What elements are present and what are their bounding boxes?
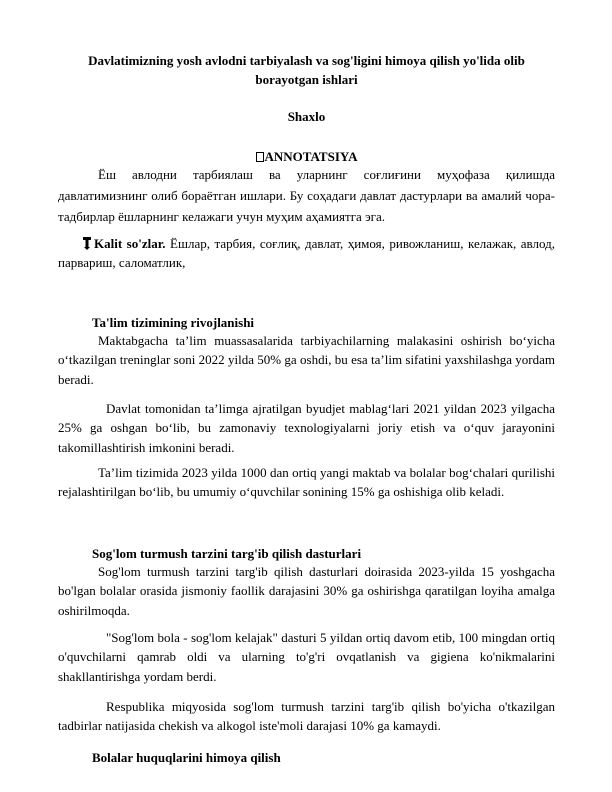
section-heading-education: Ta'lim tizimining rivojlanishi [92,315,255,330]
paragraph: Maktabgacha ta’lim muassasalarida tarbiyachilarning malakasini oshirish bo‘yicha o‘tkazilgan treninglar soni 2022 yilda 50% ga oshdi, bu esa ta’lim sifatini yaxshilashga yordam beradi. [58,333,555,387]
keywords-paragraph [58,234,555,272]
missing-glyph-icon [256,152,264,162]
section-heading-child-rights: Bolalar huquqlarini himoya qilish [92,750,281,765]
section-heading-healthy-lifestyle: Sog'lom turmush tarzini targ'ib qilish dasturlari [92,546,362,561]
keywords-text: Ёшлар, тарбия, соғлиқ, давлат, ҳимоя, ривожланиш, келажак, авлод, парвариш, саломатлик, [58,236,556,270]
keywords-label: Kalit so'zlar. [94,236,166,251]
paragraph: Respublika miqyosida sog'lom turmush tarzini targ'ib qilish bo'yicha o'tkazilgan tadbirlar natijasida chekish va alkogol iste'moli darajasi 10% ga kamaydi. [58,699,555,734]
key-bullet-icon [83,237,91,250]
paragraph: "Sog'lom bola - sog'lom kelajak" dasturi 5 yildan ortiq davom etib, 100 mingdan ortiq o'quvchilarni qamrab oldi va ularning to'g'ri ovqatlanish va gigiena ko'nikmalarini shakllantirishga yordam berdi. [58,630,555,684]
paragraph: Ta’lim tizimida 2023 yilda 1000 dan ortiq yangi maktab va bolalar bog‘chalari qurilishi rejalashtirilgan bo‘lib, bu umumiy o‘quvchilar sonining 15% ga oshishiga olib keladi. [58,465,555,500]
paragraph: Davlat tomonidan ta’limga ajratilgan byudjet mablag‘lari 2021 yildan 2023 yilgacha 25% ga oshgan bo‘lib, bu zamonaviy texnologiyalarni joriy etish va o‘quv jarayonini takomillashtirish imkonini beradi. [58,401,555,455]
annotation-heading: ANNOTATSIYA [264,149,358,164]
paragraph: Sog'lom turmush tarzini targ'ib qilish dasturlari doirasida 2023-yilda 15 yoshgacha bo'lgan bolalar orasida jismoniy faollik darajasini 30% ga oshirishga qaratilgan loyiha amalga oshirilmoqda. [58,564,555,618]
author-name: Shaxlo [287,109,326,124]
annotation-text: Ёш авлодни тарбиялаш ва уларнинг соғлиғини муҳофаза қилишда давлатимизнинг олиб бораётган ишлари. Бу соҳадаги давлат дастурлари ва амалий чора-тадбирлар ёшларнинг келажаги учун муҳим аҳамиятга эга. [58,167,555,224]
paper-title: Davlatimizning yosh avlodni tarbiyalash va sog'ligini himoya qilish yo'lida olib borayotgan ishlari [88,53,525,87]
